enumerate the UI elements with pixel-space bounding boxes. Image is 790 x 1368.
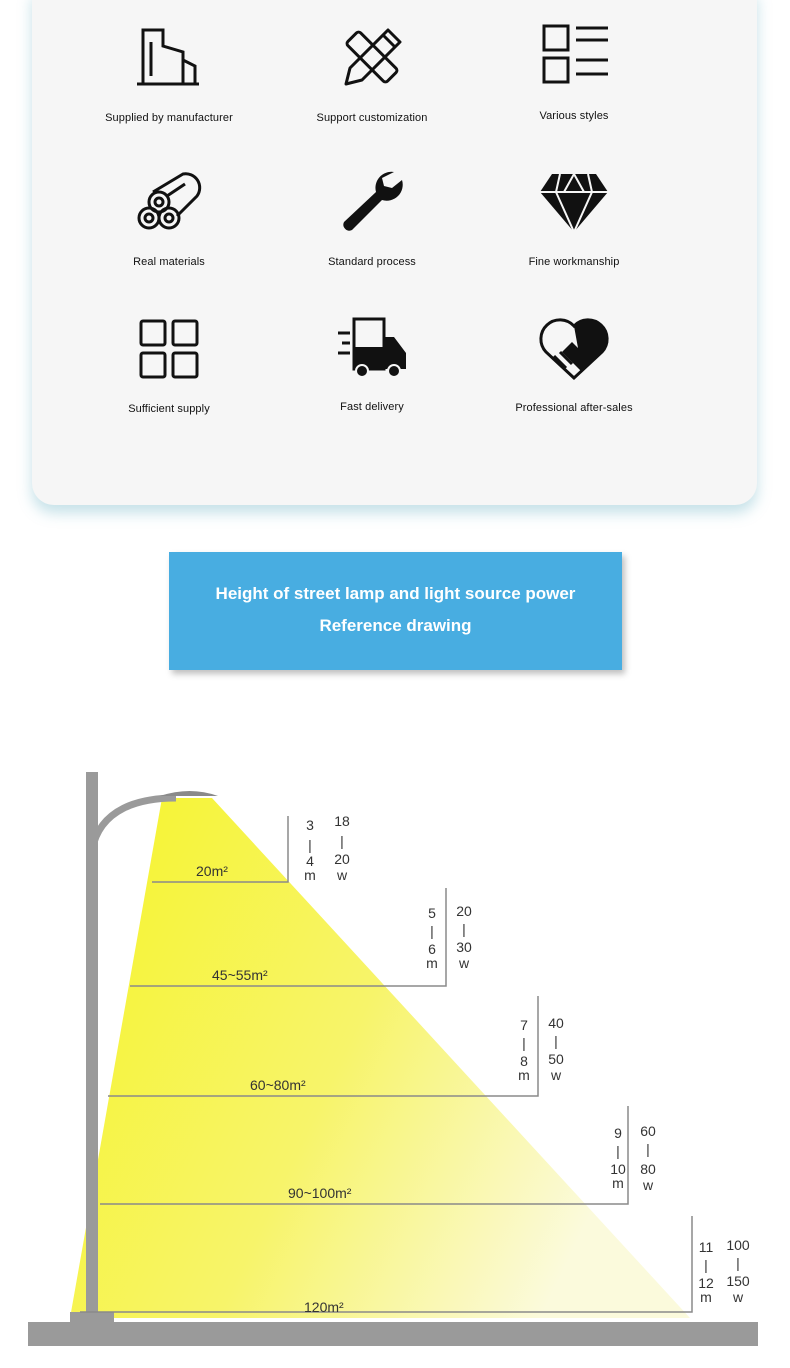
pole-foot [70, 1312, 114, 1322]
power-dash: | [646, 1141, 650, 1157]
height-from: 3 [306, 817, 314, 833]
pencil-ruler-icon [336, 22, 408, 94]
handshake-icon [538, 312, 610, 384]
area-label: 90~100m² [288, 1185, 352, 1201]
height-to: 12 [698, 1275, 714, 1291]
power-from: 18 [334, 813, 350, 829]
feature-fine-workmanship [474, 166, 674, 268]
area-label: 45~55m² [212, 967, 268, 983]
area-label: 60~80m² [250, 1077, 306, 1093]
feature-label: Professional after-sales [515, 402, 633, 414]
height-to: 6 [428, 941, 436, 957]
feature-standard-process [272, 166, 472, 268]
height-unit: m [700, 1289, 712, 1305]
power-unit: w [732, 1289, 744, 1305]
height-unit: m [612, 1175, 624, 1191]
light-cone [70, 798, 690, 1318]
power-unit: w [458, 955, 470, 971]
feature-label: Support customization [316, 112, 428, 124]
feature-various-styles [474, 20, 674, 122]
banner-title: Height of street lamp and light source power [215, 584, 576, 603]
power-to: 150 [726, 1273, 750, 1289]
feature-label: Supplied by manufacturer [105, 112, 233, 124]
power-to: 80 [640, 1161, 656, 1177]
lamp-head [160, 791, 218, 796]
height-from: 5 [428, 905, 436, 921]
feature-label: Fine workmanship [528, 256, 620, 268]
feature-professional-after-sales [474, 312, 674, 414]
feature-label: Standard process [328, 256, 416, 268]
height-dash: | [616, 1143, 620, 1159]
power-dash: | [340, 833, 344, 849]
lamp-pole [86, 772, 98, 1322]
lamp-height-diagram [0, 760, 790, 1360]
height-dash: | [430, 923, 434, 939]
height-from: 7 [520, 1017, 528, 1033]
power-from: 40 [548, 1015, 564, 1031]
section-banner [169, 552, 622, 670]
feature-supplied-by-manufacturer [69, 22, 269, 124]
height-unit: m [426, 955, 438, 971]
power-unit: w [336, 867, 348, 883]
power-from: 20 [456, 903, 472, 919]
feature-label: Sufficient supply [128, 403, 210, 415]
area-label: 120m² [304, 1299, 344, 1315]
height-dash: | [704, 1257, 708, 1273]
diamond-icon [538, 166, 610, 238]
height-to: 4 [306, 853, 314, 869]
feature-label: Various styles [539, 110, 609, 122]
power-to: 50 [548, 1051, 564, 1067]
power-unit: w [550, 1067, 562, 1083]
feature-label: Fast delivery [340, 401, 404, 413]
pipes-icon [133, 166, 205, 238]
power-dash: | [736, 1255, 740, 1271]
power-from: 100 [726, 1237, 750, 1253]
power-dash: | [554, 1033, 558, 1049]
power-dash: | [462, 921, 466, 937]
area-label: 20m² [196, 863, 228, 879]
power-from: 60 [640, 1123, 656, 1139]
ground-base [28, 1322, 758, 1346]
layout-list-icon [538, 20, 610, 92]
delivery-truck-icon [336, 311, 408, 383]
height-unit: m [304, 867, 316, 883]
grid-icon [133, 313, 205, 385]
features-card [32, 0, 757, 505]
height-to: 8 [520, 1053, 528, 1069]
feature-sufficient-supply [69, 313, 269, 415]
feature-label: Real materials [133, 256, 205, 268]
feature-real-materials [69, 166, 269, 268]
power-to: 30 [456, 939, 472, 955]
height-from: 9 [614, 1125, 622, 1141]
height-dash: | [308, 837, 312, 853]
height-dash: | [522, 1035, 526, 1051]
feature-support-customization [272, 22, 472, 124]
wrench-icon [336, 166, 408, 238]
banner-subtitle: Reference drawing [319, 616, 472, 635]
height-to: 10 [610, 1161, 626, 1177]
factory-icon [133, 22, 205, 94]
feature-fast-delivery [272, 311, 472, 413]
power-unit: w [642, 1177, 654, 1193]
power-to: 20 [334, 851, 350, 867]
height-from: 11 [698, 1239, 714, 1255]
height-unit: m [518, 1067, 530, 1083]
